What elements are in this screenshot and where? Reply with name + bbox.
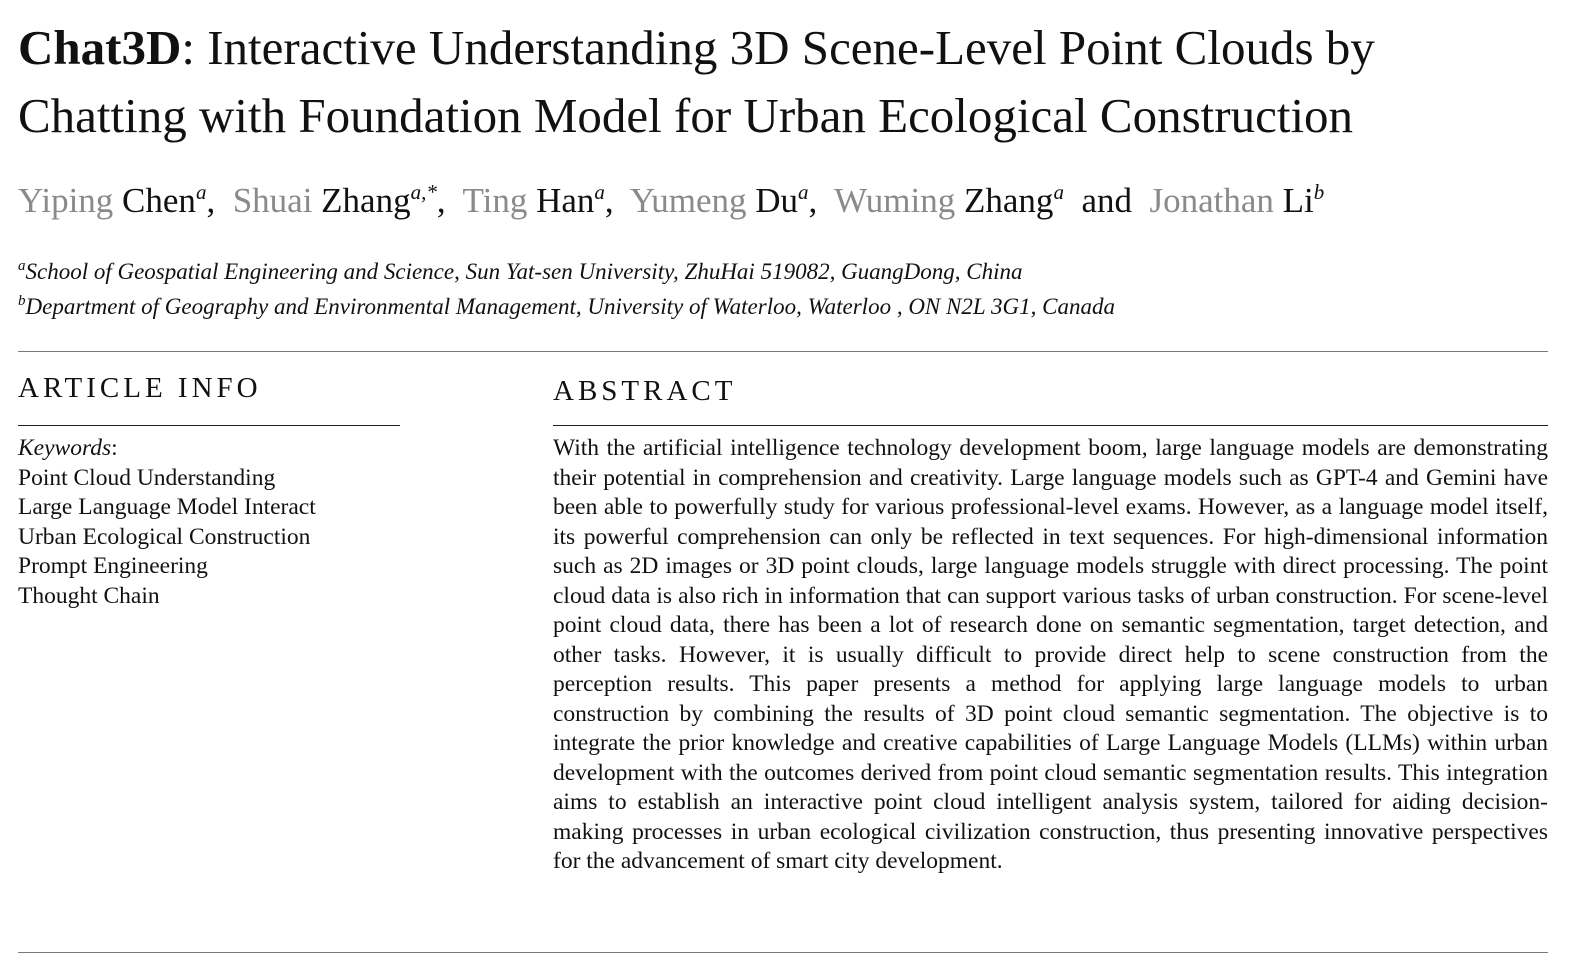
author-affiliation-mark: a [1053,180,1064,204]
author-list [18,177,1324,225]
author-family-name: Zhang [964,181,1054,220]
author-separator: , [206,181,216,220]
affiliation-b [18,292,1115,322]
author-4[interactable] [630,181,809,220]
abstract-divider [553,425,1548,426]
author-given-name: Jonathan [1149,181,1274,220]
author-5[interactable] [834,181,1064,220]
author-family-name: Han [536,181,595,220]
author-2[interactable] [233,181,437,220]
affiliation-text: School of Geospatial Engineering and Science, Sun Yat-sen University, ZhuHai 519082, GuangDong, China [25,259,1023,284]
affiliation-mark: a [18,258,26,274]
author-affiliation-mark: a [798,180,809,204]
author-affiliation-mark: a [195,180,207,204]
author-affiliation-mark: a [594,180,605,204]
author-family-name: Du [755,181,799,220]
keywords-colon: : [111,435,118,461]
keyword-item[interactable]: Thought Chain [18,582,160,609]
keywords-label-line [18,434,400,464]
article-info-heading: ARTICLE INFO [18,372,262,404]
author-separator-and: and [1081,181,1132,220]
author-1[interactable] [18,181,206,220]
author-family-name: Zhang [321,181,411,220]
keywords-label: Keywords [18,435,112,461]
keyword-item[interactable]: Point Cloud Understanding [18,464,276,491]
header-divider [18,351,1548,352]
author-6[interactable] [1149,181,1324,220]
affiliation-mark: b [18,293,26,309]
author-separator: , [808,181,818,220]
author-given-name: Ting [462,181,528,220]
keywords-block [18,434,400,611]
keyword-item[interactable]: Urban Ecological Construction [18,523,311,550]
footer-divider [18,952,1548,953]
article-info-divider [18,425,400,426]
author-family-name: Chen [122,181,196,220]
keyword-item[interactable]: Prompt Engineering [18,553,208,579]
abstract-heading: ABSTRACT [553,375,737,407]
author-given-name: Wuming [834,181,956,220]
paper-title-short-name: Chat3D [18,20,182,75]
author-given-name: Shuai [232,181,313,220]
keyword-item[interactable]: Large Language Model Interact [18,494,316,520]
author-affiliation-mark: b [1313,180,1325,204]
author-3[interactable] [462,181,604,220]
paper-title-rest: : Interactive Understanding 3D Scene-Level Point Clouds by Chatting with Foundation Model for Urban Ecological Construction [18,20,1375,143]
abstract-text: With the artificial intelligence technology development boom, large language models are demonstrating their potential in comprehension and creativity. Large language models such as GPT-4 and Gemini have been able to powerfully study for various professional-level exams. However, as a language model itself, its powerful comprehension can only be reflected in text sequences. For high-dimensional information such as 2D images or 3D point clouds, large language models struggle with direct processing. The point cloud data is also rich in information that can support various tasks of urban construction. For scene-level point cloud data, there has been a lot of research done on semantic segmentation, target detection, and other tasks. However, it is usually difficult to provide direct help to scene construction from the perception results. This paper presents a method for applying large language models to urban construction by combining the results of 3D point cloud semantic segmentation. The objective is to integrate the prior knowledge and creative capabilities of Large Language Models (LLMs) within urban development with the outcomes derived from point cloud semantic segmentation results. This integration aims to establish an interactive point cloud intelligent analysis system, tailored for aiding decision-making processes in urban ecological civilization construction, thus presenting innovative perspectives for the advancement of smart city development. [553,435,1548,874]
paper-title [18,14,1548,150]
author-family-name: Li [1282,181,1314,220]
affiliation-a [18,257,1023,287]
author-affiliation-mark: a,* [410,180,437,204]
author-given-name: Yiping [18,181,114,220]
paper-page [18,0,1548,969]
author-given-name: Yumeng [629,181,747,220]
affiliation-text: Department of Geography and Environmental Management, University of Waterloo, Waterloo , ON N2L 3G1, Canada [25,294,1115,319]
author-separator: , [436,181,446,220]
author-separator: , [604,181,614,220]
